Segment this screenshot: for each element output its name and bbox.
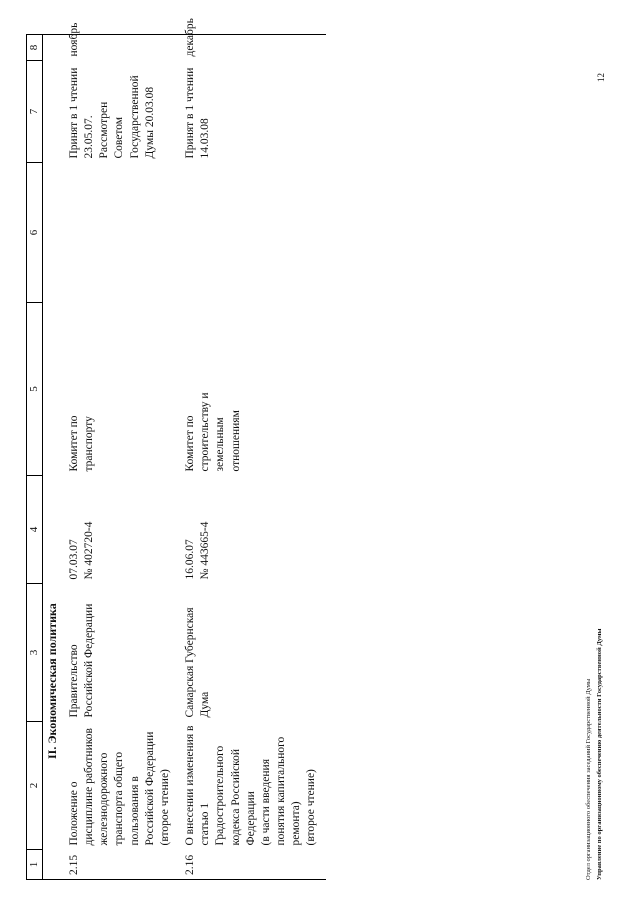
header-row: [27, 35, 43, 880]
section-title: II. Экономическая политика: [43, 35, 63, 880]
section-row: [43, 35, 63, 880]
column-header: 8: [27, 35, 43, 61]
column-header: 4: [27, 476, 43, 584]
bill-registration: 07.03.07 № 402720-4: [67, 521, 95, 580]
column-header: 7: [27, 61, 43, 163]
document-page: [20, 10, 620, 890]
row-number: 2.16: [179, 850, 326, 880]
footer-department: Отдел организационного обеспечения заседаний Государственной Думы: [585, 678, 592, 880]
column-header: 1: [27, 850, 43, 880]
bill-status: Принят в 1 чтении 23.05.07. Рассмотрен Советом Государственной Думы 20.03.08: [67, 67, 156, 159]
table-row: [63, 35, 179, 880]
page-number: 12: [596, 73, 606, 82]
column-6-cell: [63, 163, 179, 303]
planned-month: ноябрь: [63, 35, 179, 61]
responsible-committee: Комитет по транспорту: [67, 415, 95, 472]
column-header: 6: [27, 163, 43, 303]
bill-status: Принят в 1 чтении 14.03.08: [184, 67, 212, 159]
footer-directorate: Управление по организационному обеспечению деятельности Государственной Думы: [596, 628, 603, 880]
bill-title: Положение о дисциплине работников железнодорожного транспорта общего пользования в Российской Федерации (второе чтение): [67, 728, 171, 846]
column-header: 3: [27, 584, 43, 722]
table-row: [179, 35, 326, 880]
column-header: 5: [27, 303, 43, 476]
column-header: 2: [27, 722, 43, 850]
responsible-committee: Комитет по строительству и земельным отношениям: [184, 392, 242, 472]
bill-initiator: Правительство Российской Федерации: [67, 603, 95, 718]
bill-initiator: Самарская Губернская Дума: [184, 607, 212, 718]
row-number: 2.15: [63, 850, 179, 880]
bill-schedule-table: [26, 18, 326, 880]
bill-registration: 16.06.07 № 443665-4: [184, 521, 212, 580]
column-6-cell: [179, 163, 326, 303]
bill-title: О внесении изменения в статью 1 Градостроительного кодекса Российской Федерации (в части введения понятия капитального ремонта) (второе чтение): [184, 725, 318, 846]
planned-month: декабрь: [179, 35, 326, 61]
